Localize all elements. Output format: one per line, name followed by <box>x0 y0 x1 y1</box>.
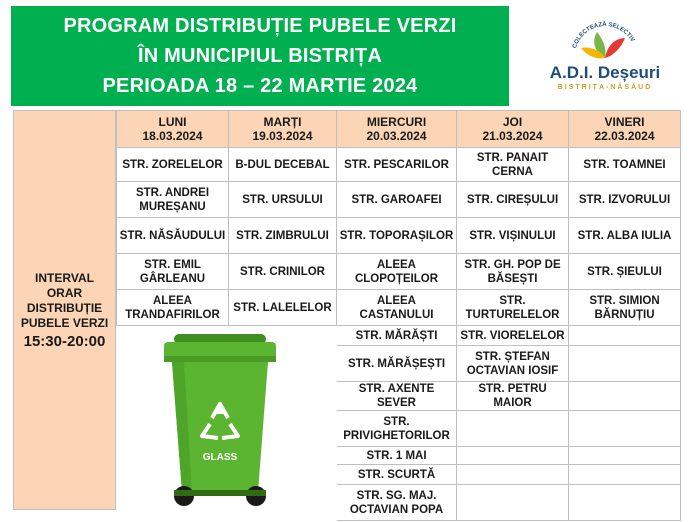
street-cell: STR. SG. MAJ. OCTAVIAN POPA <box>337 485 457 521</box>
empty-cell <box>569 447 681 465</box>
street-cell: STR. TOAMNEI <box>569 148 681 182</box>
street-cell: STR. ALBA IULIA <box>569 218 681 254</box>
interval-label-3: DISTRIBUȚIE <box>26 300 103 315</box>
street-cell: STR. ZIMBRULUI <box>229 218 337 254</box>
day-header-marti: MARȚI 19.03.2024 <box>229 111 337 148</box>
street-cell: STR. SCURTĂ <box>337 465 457 485</box>
header-title: PROGRAM DISTRIBUȚIE PUBELE VERZI <box>63 15 457 37</box>
street-cell: STR. EMIL GÂRLEANU <box>117 254 229 290</box>
street-cell: STR. MĂRĂȘEȘTI <box>337 346 457 382</box>
interval-hours: 15:30-20:00 <box>23 332 106 350</box>
street-cell: STR. VIȘINULUI <box>457 218 569 254</box>
street-cell: STR. TOPORAȘILOR <box>337 218 457 254</box>
empty-cell <box>569 465 681 485</box>
interval-label-2: ORAR <box>46 285 83 300</box>
street-cell: STR. URSULUI <box>229 182 337 218</box>
table-row <box>117 254 681 290</box>
street-cell: STR. ZORELELOR <box>117 148 229 182</box>
street-cell: STR. GH. POP DE BĂSEȘTI <box>457 254 569 290</box>
interval-label-1: INTERVAL <box>35 270 94 285</box>
table-row <box>117 148 681 182</box>
day-header-luni: LUNI 18.03.2024 <box>117 111 229 148</box>
empty-cell <box>457 447 569 465</box>
street-cell: STR. LALELELOR <box>229 290 337 326</box>
day-header-miercuri: MIERCURI 20.03.2024 <box>337 111 457 148</box>
street-cell: ALEEA TRANDAFIRILOR <box>117 290 229 326</box>
street-cell: STR. ȘTEFAN OCTAVIAN IOSIF <box>457 346 569 382</box>
logo-brand: A.D.I. Deșeuri <box>549 63 661 82</box>
day-header-joi: JOI 21.03.2024 <box>457 111 569 148</box>
street-cell: STR. AXENTE SEVER <box>337 382 457 411</box>
time-interval-panel <box>13 110 116 510</box>
leaf-logo-icon <box>567 12 643 64</box>
table-row <box>117 290 681 326</box>
adi-deseuri-logo <box>540 8 690 104</box>
interval-label-4: PUBELE VERZI <box>20 315 109 330</box>
empty-cell <box>569 346 681 382</box>
bin-label: GLASS <box>202 452 238 463</box>
street-cell: ALEEA CASTANULUI <box>337 290 457 326</box>
empty-cell <box>457 465 569 485</box>
header-period: PERIOADA 18 – 22 MARTIE 2024 <box>102 75 418 97</box>
day-header-vineri: VINERI 22.03.2024 <box>569 111 681 148</box>
street-cell: STR. VIORELELOR <box>457 326 569 346</box>
street-cell: STR. IZVORULUI <box>569 182 681 218</box>
street-cell: STR. GAROAFEI <box>337 182 457 218</box>
empty-cell <box>569 411 681 447</box>
empty-cell <box>457 485 569 521</box>
empty-cell <box>569 382 681 411</box>
street-cell: STR. ȘIEULUI <box>569 254 681 290</box>
page-header <box>11 6 509 106</box>
street-cell: STR. MĂRĂȘTI <box>337 326 457 346</box>
street-cell: ALEEA CLOPOȚEILOR <box>337 254 457 290</box>
table-header-row <box>117 111 681 148</box>
street-cell: STR. CIREȘULUI <box>457 182 569 218</box>
green-bin-illustration <box>160 332 280 510</box>
empty-cell <box>569 485 681 521</box>
street-cell: STR. PETRU MAIOR <box>457 382 569 411</box>
street-cell: STR. PESCARILOR <box>337 148 457 182</box>
street-cell: STR. NĂSĂUDULUI <box>117 218 229 254</box>
empty-cell <box>569 326 681 346</box>
street-cell: STR. ANDREI MUREȘANU <box>117 182 229 218</box>
street-cell: STR. SIMION BĂRNUȚIU <box>569 290 681 326</box>
logo-ring-text: COLECTEAZĂ SELECTIV <box>572 21 636 50</box>
logo-subtitle: BISTRIȚA-NĂSĂUD <box>557 84 653 91</box>
table-row <box>117 182 681 218</box>
header-location: ÎN MUNICIPIUL BISTRIȚA <box>137 45 383 67</box>
street-cell: B-DUL DECEBAL <box>229 148 337 182</box>
empty-cell <box>457 411 569 447</box>
street-cell: STR. PANAIT CERNA <box>457 148 569 182</box>
street-cell: STR. CRINILOR <box>229 254 337 290</box>
street-cell: STR. 1 MAI <box>337 447 457 465</box>
table-row <box>117 218 681 254</box>
street-cell: STR. TURTURELELOR <box>457 290 569 326</box>
street-cell: STR. PRIVIGHETORILOR <box>337 411 457 447</box>
